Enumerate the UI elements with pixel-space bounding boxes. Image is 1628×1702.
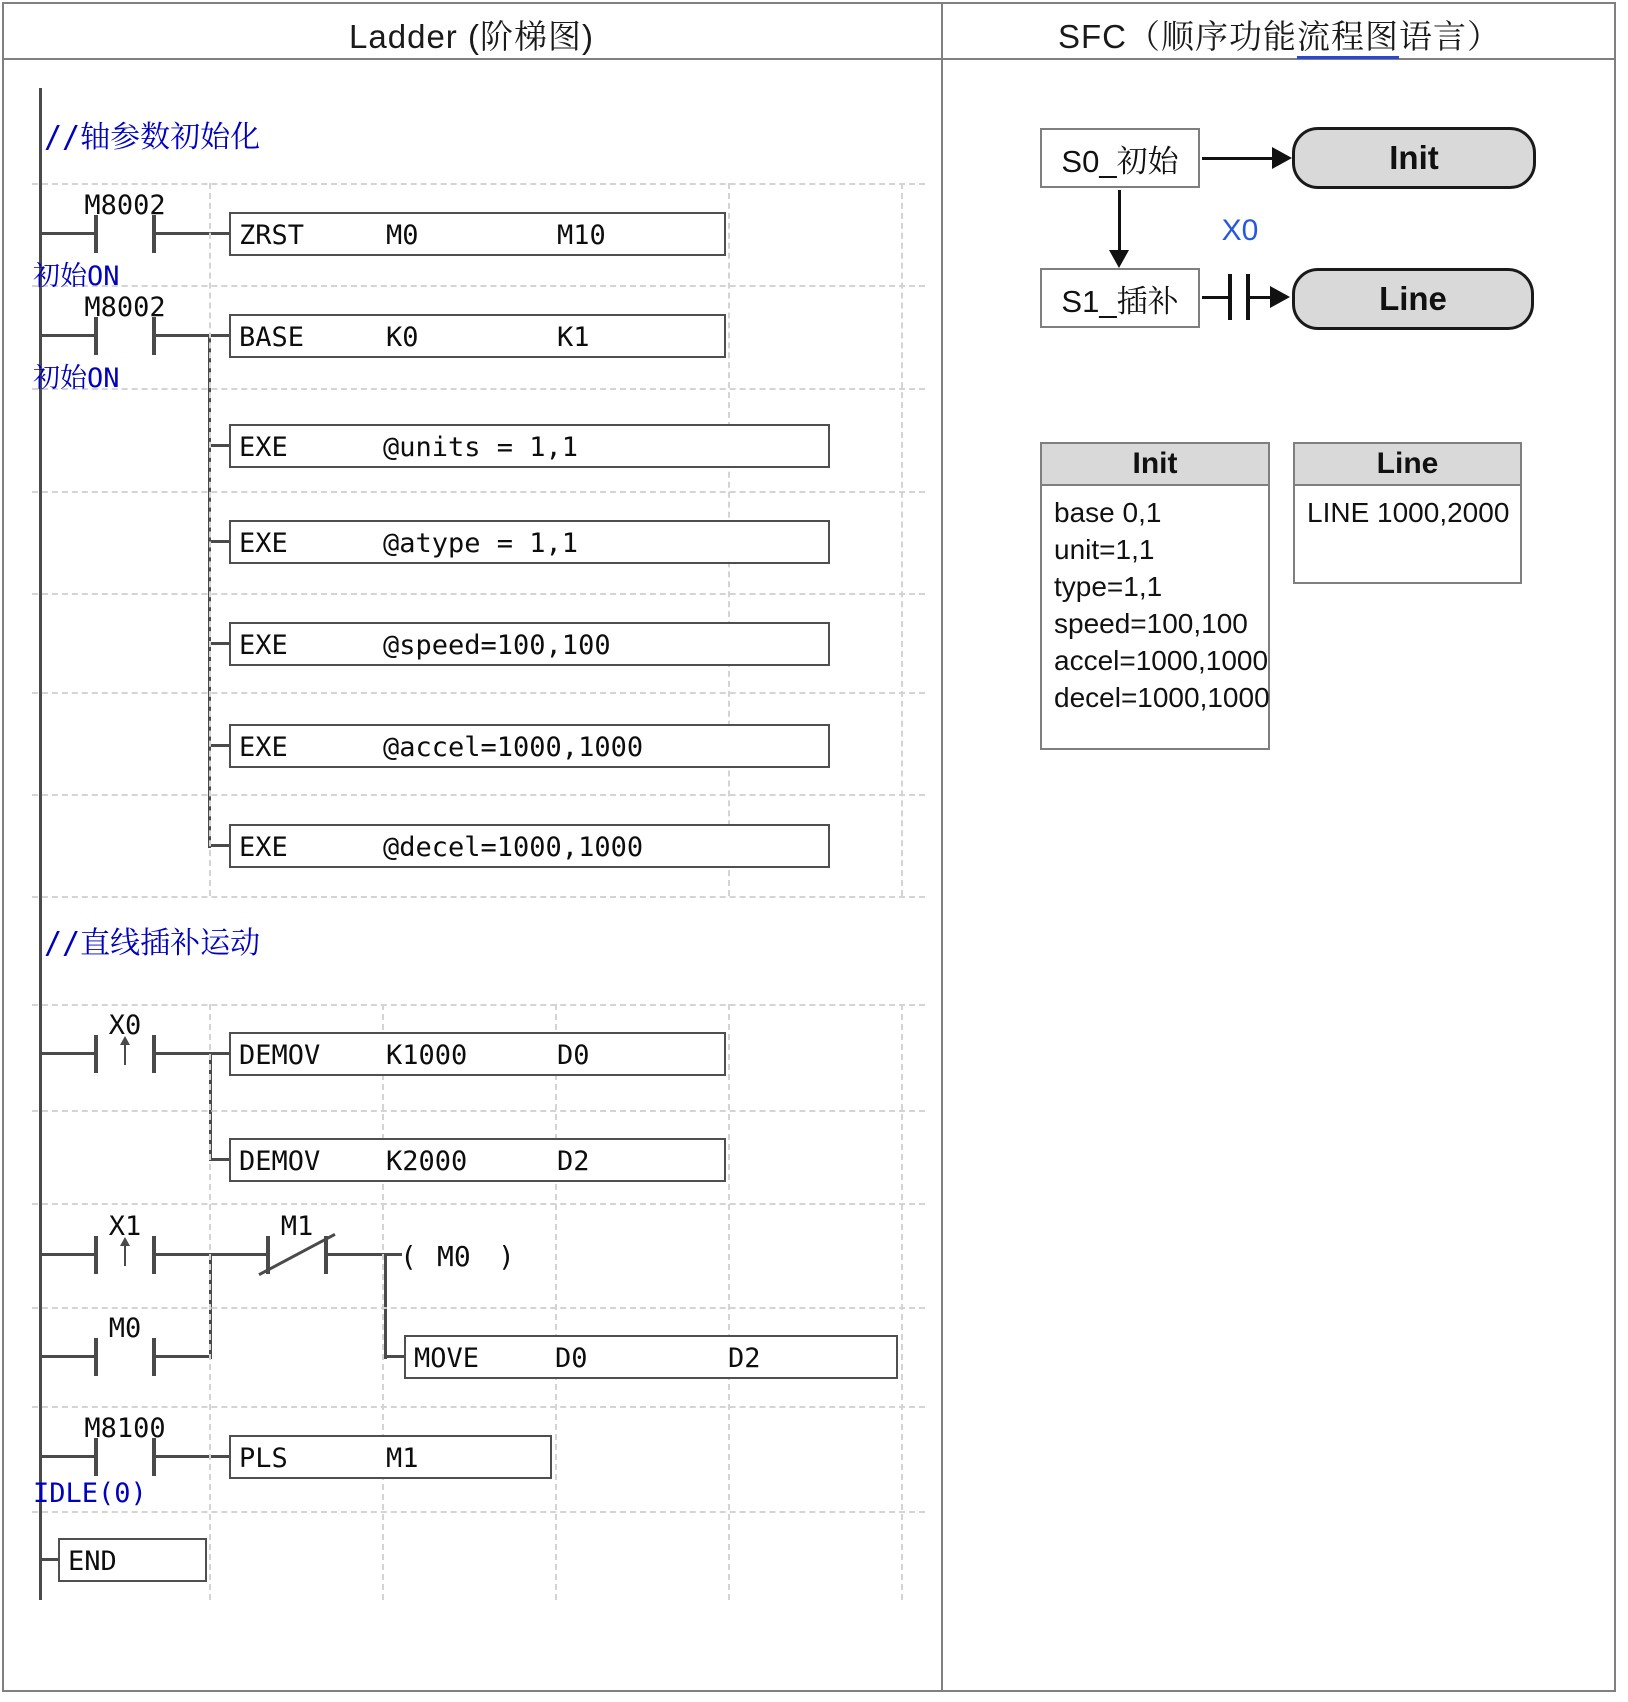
instruction-box-zrst [229, 212, 726, 256]
init-table-row: type=1,1 [1054, 571, 1163, 602]
instruction-box-demov1 [229, 1032, 726, 1076]
grid-line [382, 1004, 384, 1600]
init-table-row: speed=100,100 [1054, 608, 1248, 639]
instruction-box-exe-accel [229, 724, 830, 768]
grid-line [209, 1004, 211, 1600]
grid-line [555, 1004, 557, 1600]
sfc-arrowhead-icon [1109, 250, 1129, 268]
wire-segment [40, 1455, 96, 1458]
wire-segment [40, 334, 96, 337]
line-table-body [1293, 486, 1522, 584]
grid-line [32, 388, 925, 390]
grid-line [209, 183, 211, 896]
contact-label-x1: X1 [108, 1211, 142, 1242]
grid-line [32, 285, 925, 287]
instruction-box-move [404, 1335, 898, 1379]
sfc-arrow-line [1250, 296, 1272, 299]
wire-segment [154, 1455, 229, 1458]
wire-segment [208, 444, 229, 447]
instruction-op: DEMOV [239, 1146, 321, 1177]
grid-line [32, 1307, 925, 1309]
branch-wire [384, 1253, 387, 1359]
contact-label-m1: M1 [280, 1211, 314, 1242]
instruction-box-pls [229, 1435, 552, 1479]
contact-label-m8100: M8100 [84, 1413, 166, 1444]
ladder-comment-linear-motion: //直线插补运动 [44, 926, 261, 961]
grid-line [32, 794, 925, 796]
wire-segment [154, 1052, 229, 1055]
wire-segment [328, 1253, 402, 1256]
instruction-box-base [229, 314, 726, 358]
instruction-op: EXE [239, 732, 288, 763]
instruction-op: DEMOV [239, 1040, 321, 1071]
instruction-arg2: M10 [557, 220, 606, 251]
instruction-arg2: D2 [557, 1146, 590, 1177]
sfc-title-suffix: 语言） [1399, 18, 1501, 55]
sfc-arrow-line [1202, 157, 1276, 160]
instruction-arg2: K1 [557, 322, 590, 353]
wire-segment [154, 232, 229, 235]
instruction-box-exe-units [229, 424, 830, 468]
sfc-arrowhead-icon [1270, 286, 1290, 308]
instruction-arg: @atype = 1,1 [383, 528, 579, 559]
init-table-header: Init [1040, 442, 1270, 486]
wire-segment [154, 1355, 212, 1358]
wire-segment [40, 1355, 96, 1358]
instruction-op: EXE [239, 528, 288, 559]
instruction-box-exe-decel [229, 824, 830, 868]
contact-label-m0: M0 [108, 1313, 142, 1344]
contact-label-m8002: M8002 [84, 190, 166, 221]
init-table-row: unit=1,1 [1054, 534, 1155, 565]
wire-segment [40, 232, 96, 235]
wire-segment [40, 1253, 96, 1256]
ladder-comment-axis-init: //轴参数初始化 [44, 120, 261, 155]
sfc-action-init: Init [1292, 127, 1536, 189]
line-table-row: LINE 1000,2000 [1307, 497, 1510, 528]
sfc-arrow-line [1202, 296, 1228, 299]
rising-edge-icon [124, 1244, 126, 1266]
contact-label-x0: X0 [108, 1010, 142, 1041]
instruction-arg1: D0 [555, 1343, 588, 1374]
coil-close-paren: ) [498, 1240, 515, 1273]
instruction-arg1: M1 [386, 1443, 419, 1474]
instruction-arg1: K0 [386, 322, 419, 353]
contact-label-m8002: M8002 [84, 292, 166, 323]
grid-line [32, 1004, 925, 1006]
instruction-arg: @units = 1,1 [383, 432, 579, 463]
wire-segment [208, 642, 229, 645]
grid-line [32, 1203, 925, 1205]
grid-line [32, 1511, 925, 1513]
wire-segment [384, 1355, 404, 1358]
ladder-column-title: Ladder (阶梯图) [349, 18, 594, 55]
wire-segment [208, 540, 229, 543]
wire-segment [154, 334, 229, 337]
instruction-arg: @decel=1000,1000 [383, 832, 644, 863]
coil-open-paren: ( [400, 1240, 417, 1273]
instruction-op: EXE [239, 432, 288, 463]
grid-line [728, 1004, 730, 1600]
wire-segment [40, 1052, 96, 1055]
init-table-body [1040, 486, 1270, 750]
grid-line [32, 1406, 925, 1408]
wire-segment [208, 744, 229, 747]
grid-line [901, 1004, 903, 1600]
sfc-arrowhead-icon [1272, 147, 1292, 169]
instruction-op: EXE [239, 832, 288, 863]
grid-line [901, 183, 903, 896]
instruction-box-exe-speed [229, 622, 830, 666]
sfc-column-title [943, 11, 1616, 58]
contact-note-init-on: 初始ON [33, 261, 120, 292]
grid-line [32, 1110, 925, 1112]
contact-note-init-on: 初始ON [33, 363, 120, 394]
coil-label-m0: M0 [437, 1240, 471, 1273]
instruction-op: BASE [239, 322, 305, 353]
instruction-arg1: K2000 [386, 1146, 468, 1177]
grid-line [32, 692, 925, 694]
instruction-arg1: M0 [386, 220, 419, 251]
init-table-row: base 0,1 [1054, 497, 1162, 528]
contact-note-idle: IDLE(0) [33, 1478, 147, 1509]
sfc-transition-label-x0: X0 [1221, 214, 1259, 247]
init-table-row: accel=1000,1000 [1054, 645, 1269, 676]
sfc-title-link[interactable]: 流程图 [1297, 18, 1399, 59]
grid-line [32, 183, 925, 185]
instruction-box-demov2 [229, 1138, 726, 1182]
instruction-arg: @accel=1000,1000 [383, 732, 644, 763]
instruction-arg2: D0 [557, 1040, 590, 1071]
instruction-op: MOVE [414, 1343, 480, 1374]
wire-segment [209, 1158, 229, 1161]
wire-segment [40, 1558, 58, 1561]
sfc-action-line: Line [1292, 268, 1534, 330]
instruction-op: END [68, 1546, 117, 1577]
column-divider [941, 2, 943, 1692]
sfc-contact-bar [1228, 274, 1232, 320]
line-table-header: Line [1293, 442, 1522, 486]
instruction-op: PLS [239, 1443, 288, 1474]
instruction-op: ZRST [239, 220, 305, 251]
grid-line [32, 491, 925, 493]
power-rail [39, 88, 42, 1600]
instruction-op: EXE [239, 630, 288, 661]
sfc-title-prefix: SFC（顺序功能 [1058, 18, 1297, 55]
instruction-box-end [58, 1538, 207, 1582]
sfc-step-s0: S0_初始 [1040, 128, 1200, 188]
instruction-arg1: K1000 [386, 1040, 468, 1071]
grid-line [32, 896, 925, 898]
grid-line [32, 593, 925, 595]
rising-edge-icon [124, 1043, 126, 1065]
instruction-arg: @speed=100,100 [383, 630, 611, 661]
instruction-box-exe-atype [229, 520, 830, 564]
instruction-arg2: D2 [728, 1343, 761, 1374]
sfc-arrow-line [1118, 190, 1121, 252]
wire-segment [208, 844, 229, 847]
init-table-row: decel=1000,1000 [1054, 682, 1270, 713]
sfc-step-s1: S1_插补 [1040, 268, 1200, 328]
